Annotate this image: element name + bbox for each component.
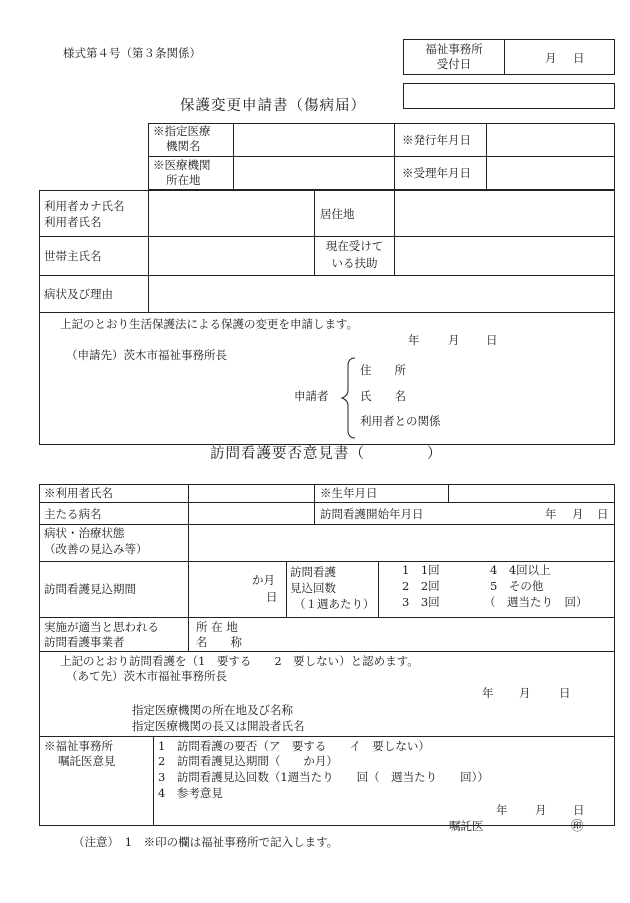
start-date-day: 日 bbox=[597, 507, 609, 521]
reception-stamp-field[interactable] bbox=[403, 83, 615, 109]
applicant-label: 申請者 bbox=[294, 389, 329, 403]
household-head-field[interactable] bbox=[149, 237, 313, 274]
opinion-month: 月 bbox=[519, 686, 531, 700]
opinion-year: 年 bbox=[482, 686, 494, 700]
reception-label: 福祉事務所 bbox=[425, 42, 483, 56]
main-disease-label: 主たる病名 bbox=[44, 507, 102, 521]
provider-label: 実施が適当と思われる bbox=[44, 620, 159, 634]
current-aid-field[interactable] bbox=[395, 237, 614, 274]
consulting-doctor-label: 嘱託医 bbox=[449, 819, 484, 833]
birth-date-field[interactable] bbox=[449, 485, 614, 501]
institution-address-label: 所在地 bbox=[166, 173, 201, 187]
current-aid-label: いる扶助 bbox=[331, 256, 378, 270]
residence-field[interactable] bbox=[395, 191, 614, 235]
opinion-day: 日 bbox=[559, 686, 571, 700]
provider-address-label: 所 在 地 bbox=[196, 620, 238, 634]
institution-name-label: 機関名 bbox=[166, 139, 201, 153]
visits-label: （１週あたり） bbox=[294, 597, 375, 611]
reception-label: 受付日 bbox=[436, 57, 472, 71]
application-recipient: （申請先）茨木市福祉事務所長 bbox=[66, 348, 227, 362]
applicant-relation-label: 利用者との関係 bbox=[360, 414, 441, 428]
institution-address-name: 指定医療機関の所在地及び名称 bbox=[132, 703, 293, 717]
institution-name-label: ※指定医療 bbox=[153, 124, 211, 138]
page-title: 保護変更申請書（傷病届） bbox=[180, 98, 366, 114]
period-months-unit: か月 bbox=[252, 573, 275, 587]
opinion-recipient: （あて先）茨木市福祉事務所長 bbox=[66, 669, 227, 683]
provider-name-label: 名 称 bbox=[196, 635, 242, 649]
birth-date-label: ※生年月日 bbox=[320, 486, 378, 500]
condition-field[interactable] bbox=[189, 525, 614, 560]
visits-option[interactable]: 3 3回 bbox=[402, 595, 440, 609]
welfare-opinion-year: 年 bbox=[496, 803, 508, 817]
institution-address-field[interactable] bbox=[234, 157, 393, 189]
current-aid-label: 現在受けて bbox=[325, 239, 384, 253]
welfare-opinion-label: ※福祉事務所 bbox=[44, 739, 113, 753]
household-head-label: 世帯主氏名 bbox=[44, 249, 102, 263]
welfare-opinion-day: 日 bbox=[573, 803, 585, 817]
visits-option[interactable]: 5 その他 bbox=[490, 579, 544, 593]
institution-name-field[interactable] bbox=[234, 124, 393, 155]
period-days-unit: 日 bbox=[266, 590, 278, 604]
opinion-statement: 上記のとおり訪問看護を（1 要する 2 要しない）と認めます。 bbox=[60, 654, 419, 668]
reception-month: 月 bbox=[545, 51, 557, 65]
residence-label: 居住地 bbox=[320, 207, 355, 221]
start-date-year: 年 bbox=[545, 507, 557, 521]
seal-mark-icon: ㊞ bbox=[571, 818, 584, 833]
issue-date-label: ※発行年月日 bbox=[402, 133, 471, 147]
visits-option[interactable]: 1 1回 bbox=[402, 563, 440, 577]
reception-day: 日 bbox=[573, 51, 585, 65]
start-date-label: 訪問看護開始年月日 bbox=[320, 507, 424, 521]
symptoms-reason-label: 病状及び理由 bbox=[44, 287, 113, 301]
footnote: （注意） 1 ※印の欄は福祉事務所で記入します。 bbox=[73, 835, 339, 849]
condition-label: 病状・治療状態 bbox=[44, 526, 125, 540]
form-number: 様式第４号（第３条関係） bbox=[63, 46, 201, 60]
provider-label: 訪問看護事業者 bbox=[44, 635, 125, 649]
applicant-address-label: 住 所 bbox=[360, 363, 406, 377]
applicant-name-label: 氏 名 bbox=[360, 389, 406, 403]
visits-option[interactable]: （ 週当たり 回） bbox=[484, 595, 588, 609]
visits-label: 見込回数 bbox=[290, 581, 336, 595]
visits-option[interactable]: 2 2回 bbox=[402, 579, 440, 593]
visits-option[interactable]: 4 4回以上 bbox=[490, 563, 551, 577]
welfare-opinion-item: 1 訪問看護の要否（ア 要する イ 要しない） bbox=[158, 739, 430, 753]
receipt-date-label: ※受理年月日 bbox=[402, 166, 471, 180]
nursing-user-name-field[interactable] bbox=[189, 485, 313, 501]
visits-label: 訪問看護 bbox=[290, 565, 336, 579]
welfare-opinion-item: 2 訪問看護見込期間（ か月） bbox=[158, 754, 338, 768]
condition-label: （改善の見込み等） bbox=[44, 542, 148, 556]
application-year: 年 bbox=[408, 333, 420, 347]
institution-head-name: 指定医療機関の長又は開設者氏名 bbox=[132, 719, 305, 733]
user-name-field[interactable] bbox=[149, 191, 313, 235]
applicant-brace-icon bbox=[340, 356, 358, 440]
start-date-month: 月 bbox=[572, 507, 584, 521]
welfare-opinion-month: 月 bbox=[535, 803, 547, 817]
application-statement: 上記のとおり生活保護法による保護の変更を申請します。 bbox=[60, 317, 359, 331]
period-label: 訪問看護見込期間 bbox=[44, 582, 136, 596]
welfare-opinion-item: 4 参考意見 bbox=[158, 786, 223, 800]
symptoms-reason-field[interactable] bbox=[149, 276, 614, 311]
institution-address-label: ※医療機関 bbox=[153, 158, 211, 172]
user-name-label: 利用者氏名 bbox=[44, 215, 102, 229]
kana-name-label: 利用者カナ氏名 bbox=[44, 199, 125, 213]
nursing-user-name-label: ※利用者氏名 bbox=[44, 486, 113, 500]
section-title: 訪問看護要否意見書（ ） bbox=[210, 446, 443, 462]
welfare-opinion-item: 3 訪問看護見込回数（1週当たり 回（ 週当たり 回）） bbox=[158, 770, 489, 784]
application-month: 月 bbox=[448, 333, 460, 347]
main-disease-field[interactable] bbox=[189, 503, 313, 523]
welfare-opinion-label: 嘱託医意見 bbox=[58, 754, 116, 768]
application-day: 日 bbox=[486, 333, 498, 347]
